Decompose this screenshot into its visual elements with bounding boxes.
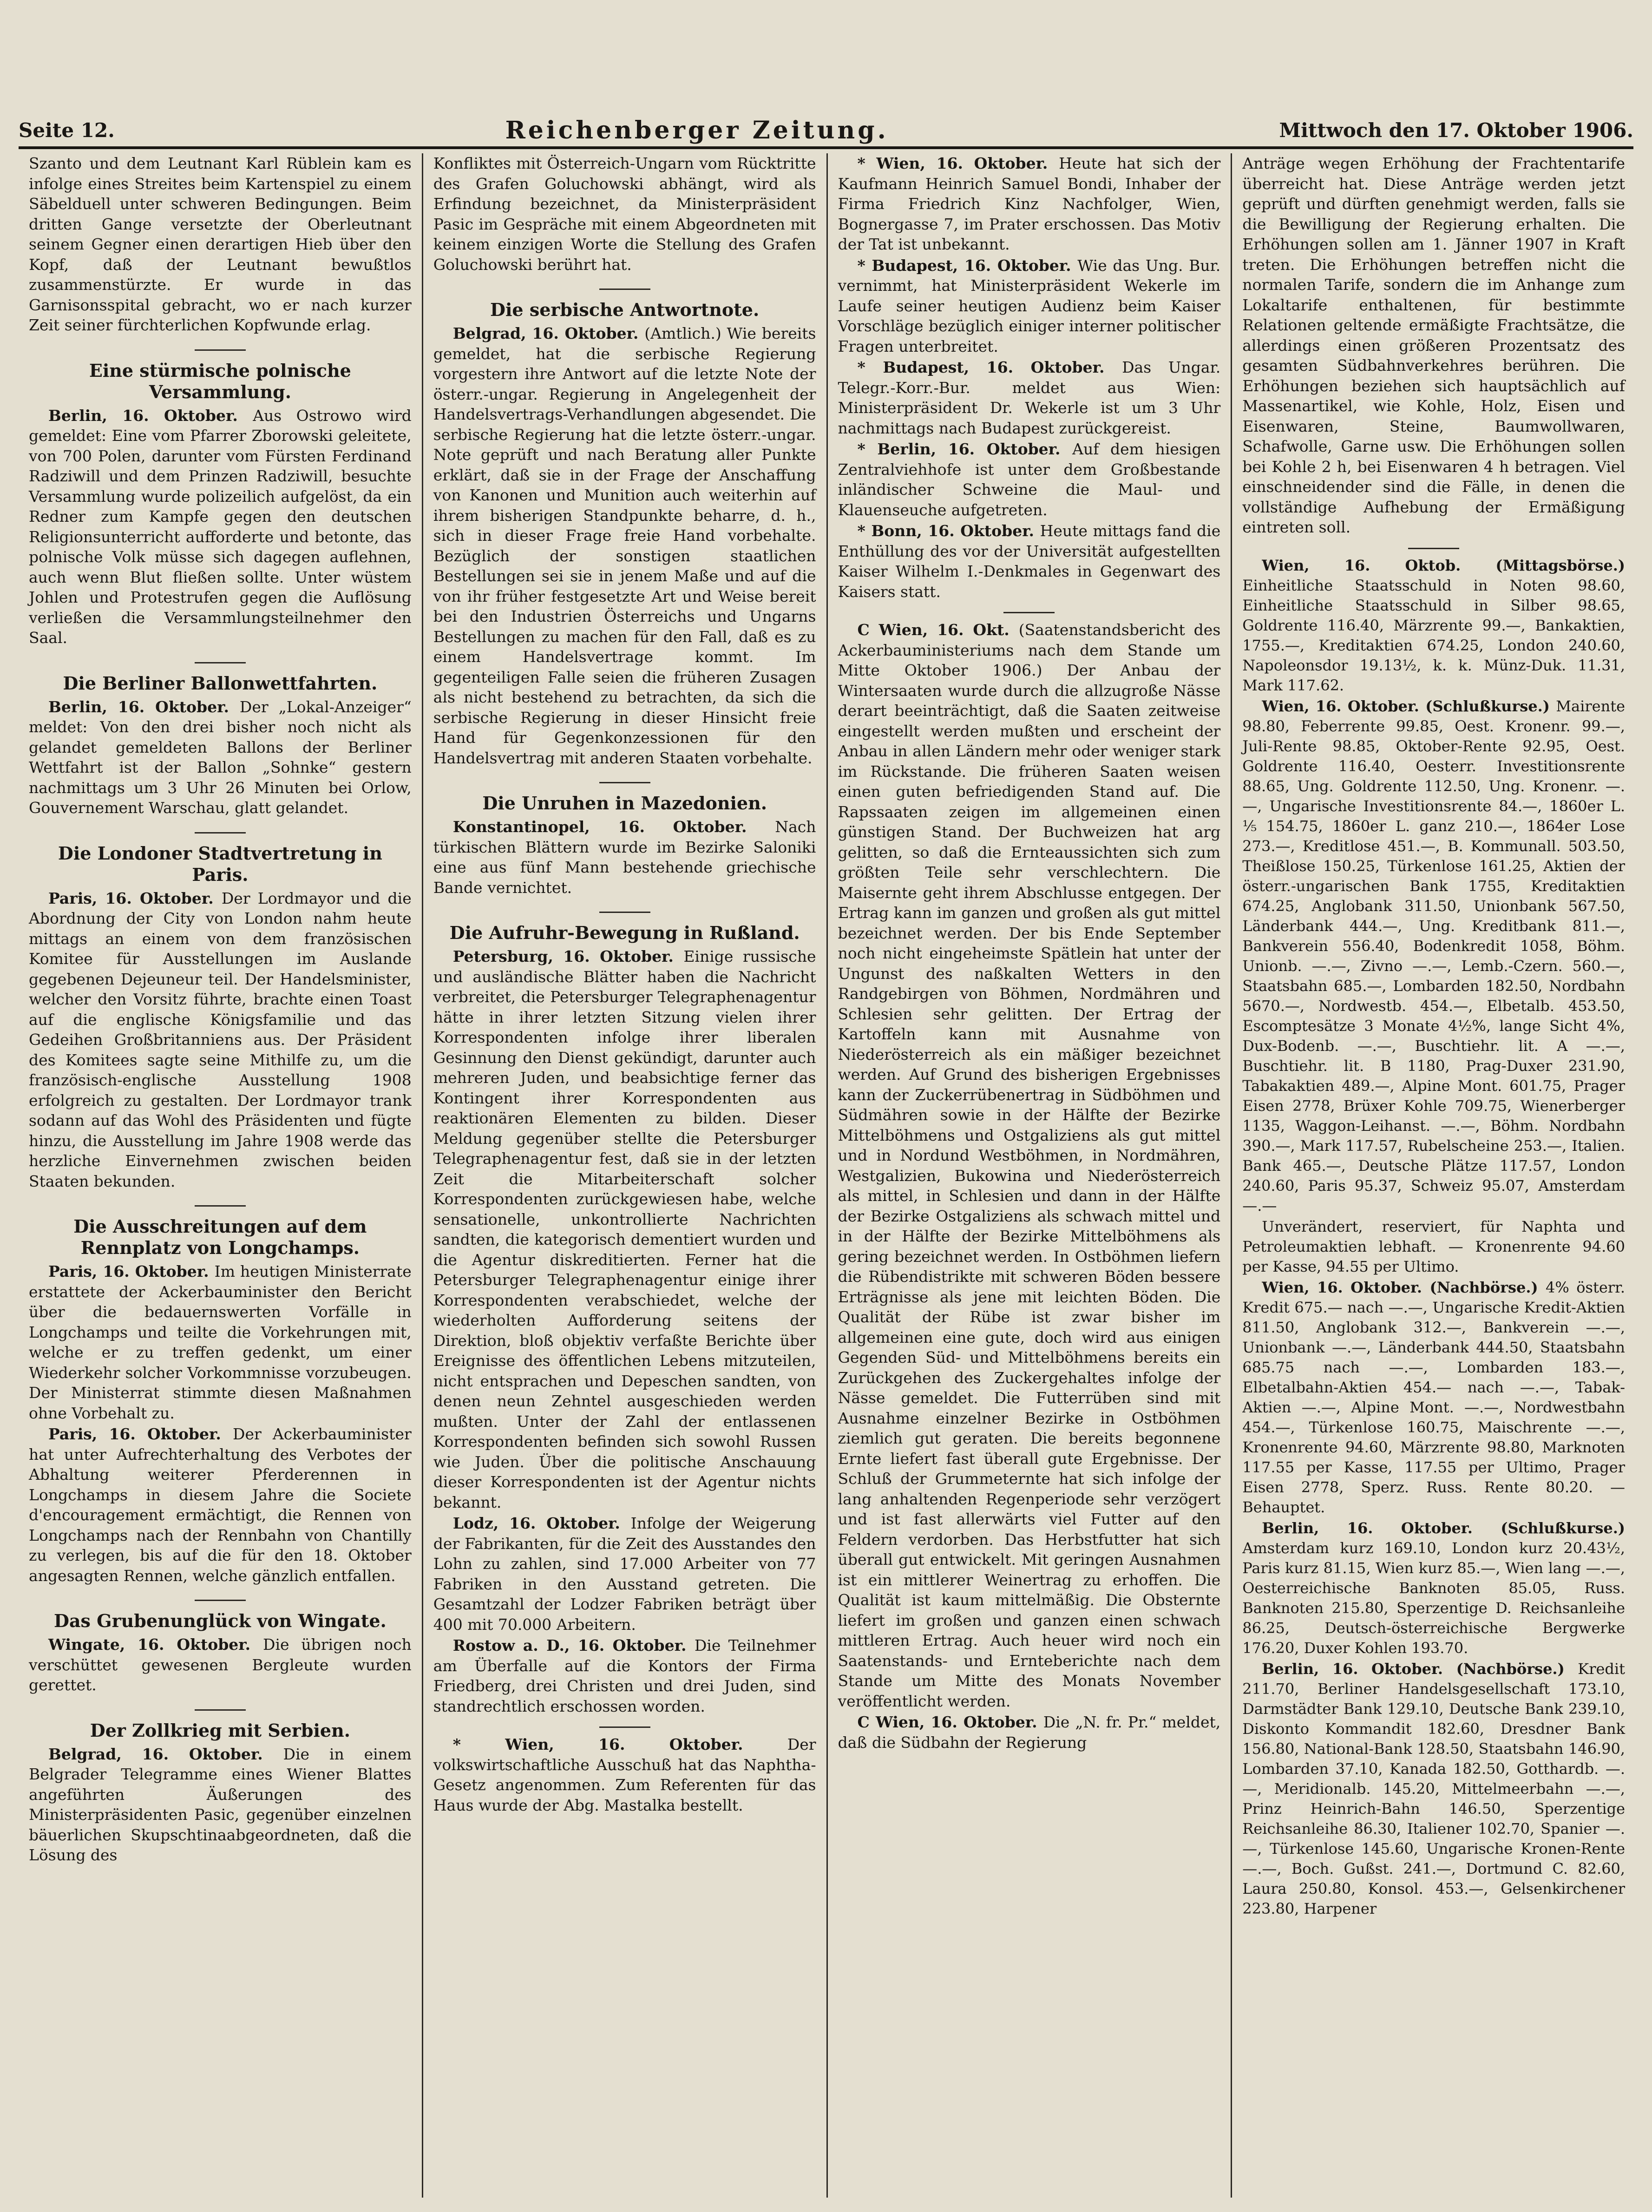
article-headline: Die serbische Antwortnote. xyxy=(433,289,816,321)
market-report xyxy=(1242,1659,1625,1919)
article-paragraph xyxy=(838,439,1221,520)
dateline: Wien, 16. Oktober. (Schlußkurse.) xyxy=(1262,697,1556,715)
dateline: Belgrad, 16. Oktober. xyxy=(452,324,645,342)
article-paragraph xyxy=(433,1513,816,1634)
article-paragraph xyxy=(838,620,1221,1711)
masthead xyxy=(19,114,1633,146)
article-paragraph xyxy=(433,1635,816,1716)
paragraph-text: Der Lordmayor und die Abordnung der City von London nahm heute mittags an einem von dem französischen Komitee für Ausstellungen im Auslande gegebenen Dejeuneur teil. Der Handelsminister, welcher den Vorsitz führte, brachte einen Toast auf die englische Königsfamilie und das Gedeihen Großbritanniens aus. Der Präsident des Komitees sagte seine Mithilfe zu, um die französisch-englische Ausstellung 1908 erfolgreich zu gestalten. Der Lordmayor trank sodann auf das Wohl des Präsidenten und fügte hinzu, die Ausstellung im Jahre 1908 werde das herzliche Einvernehmen zwischen beiden Staaten bekunden. xyxy=(29,889,412,1190)
dateline: Paris, 16. Oktober. xyxy=(48,1262,215,1280)
paragraph-text: Konfliktes mit Österreich-Ungarn vom Rücktritte des Grafen Goluchowski abhängt, wird als Erfindung bezeichnet, da Ministerpräsident Pasic im Gespräche mit einem Abgeordneten mit keinem einzigen Worte die Stellung des Grafen Goluchowski berührt hat. xyxy=(433,154,816,274)
paragraph-text: Der Ackerbauminister hat unter Aufrechterhaltung des Verbotes der Abhaltung weiterer Pferderennen in Longchamps in diesem Jahre die Societe d'encouragement ermächtigt, die Rennen von Longchamps nach der Rennbahn von Chantilly zu verlegen, bis auf die für den 18. Oktober angesagten Rennen, welche gänzlich entfallen. xyxy=(29,1425,412,1585)
paragraph-text: Die in einem Belgrader Telegramme eines Wiener Blattes angeführten Äußerungen des Ministerpräsidenten Pasic, gegenüber einzelnen bäuerlichen Skupschtinaabgeordneten, daß die Lösung des xyxy=(29,1745,412,1864)
market-report xyxy=(1242,1217,1625,1277)
article-paragraph xyxy=(29,1634,412,1695)
paragraph-text: Aus Ostrowo wird gemeldet: Eine vom Pfarrer Zborowski geleitete, von 700 Polen, darunter vom Fürsten Ferdinand Radziwill und dem Prinzen Radziwill, besuchte Versammlung wurde polizeilich aufgelöst, da ein Redner zum Kampfe gegen den deutschen Religionsunterricht aufforderte und betonte, das polnische Volk müsse sich dagegen auflehnen, auch wenn Blut fließen sollte. Unter wüstem Johlen und Protestrufen gegen die Auflösung verließen die Versammlungsteilnehmer den Saal. xyxy=(29,406,412,647)
dateline: Berlin, 16. Oktober. xyxy=(48,697,240,716)
dateline: Paris, 16. Oktober. xyxy=(48,889,222,907)
dateline: * Berlin, 16. Oktober. xyxy=(857,440,1073,458)
article-paragraph xyxy=(29,1744,412,1865)
paragraph-text: Szanto und dem Leutnant Karl Rüblein kam es infolge eines Streites beim Kartenspiel zu einem Säbelduell unter schweren Bedingungen. Beim dritten Gange versetzte der Oberleutnant seinem Gegner einen derartigen Hieb über den Kopf, daß der Leutnant bewußtlos zusammenstürzte. Er wurde in das Garnisonsspital gebracht, wo er nach kurzer Zeit seiner fürchterlichen Kopfwunde erlag. xyxy=(29,154,412,334)
article-paragraph xyxy=(29,1424,412,1586)
paragraph-text: Das Ungar. Telegr.-Korr.-Bur. meldet aus Wien: Ministerpräsident Dr. Wekerle ist um 3 Uhr nachmittags nach Budapest zurückgereist. xyxy=(838,358,1221,437)
paragraph-text: Anträge wegen Erhöhung der Frachtentarife überreicht hat. Diese Anträge werden jetzt geprüft und dürften genehmigt werden, falls sie die Bewilligung der Regierung erhalten. Die Erhöhungen sollen am 1. Jänner 1907 in Kraft treten. Die Erhöhungen betreffen nicht die normalen Tarife, sondern die im Anhange zum Lokaltarife enthaltenen, für bestimmte Relationen geltende ermäßigte Frachtsätze, die allerdings einen größeren Prozentsatz des gesamten Südbahnverkehres berühren. Die Erhöhungen beziehen sich hauptsächlich auf Massenartikel, wie Kohle, Holz, Eisen und Eisenwaren, Steine, Baumwollwaren, Schafwolle, Garne usw. Die Erhöhungen sollen bei Kohle 2 h, bei Eisenwaren 4 h betragen. Viel einschneidender sind die Fälle, in denen die vollständige Aufhebung der Ermäßigung eintreten soll. xyxy=(1242,154,1625,536)
dateline: Wien, 16. Oktober. (Nachbörse.) xyxy=(1262,1278,1546,1296)
dateline: * Wien, 16. Oktober. xyxy=(452,1735,787,1753)
article-paragraph xyxy=(838,1712,1221,1753)
article-paragraph xyxy=(838,153,1221,255)
dateline: C Wien, 16. Oktober. xyxy=(857,1713,1043,1731)
article-paragraph xyxy=(433,323,816,768)
article-headline: Die Unruhen in Mazedonien. xyxy=(433,782,816,814)
article-paragraph xyxy=(29,888,412,1192)
column-1 xyxy=(19,153,422,2198)
article-paragraph xyxy=(433,817,816,898)
newspaper-title: Reichenberger Zeitung. xyxy=(505,116,889,144)
paragraph-text: Kredit 211.70, Berliner Handelsgesellschaft 173.10, Darmstädter Bank 129.10, Deutsche Bank 239.10, Diskonto Kommandit 182.60, Dresdner Bank 156.80, National-Bank 128.50, Staatsbahn 146.90, Lombarden 37.10, Kanada 182.50, Gotthardb. —.—, Meridionalb. 145.20, Mittelmeerbahn —.—, Prinz Heinrich-Bahn 146.50, Sperzentige Reichsanleihe 86.30, Italiener 102.70, Spanier —.—, Türkenlose 145.60, Ungarische Kronen-Rente —.—, Boch. Gußst. 241.—, Dortmund C. 82.60, Laura 250.80, Konsol. 453.—, Gelsenkirchener 223.80, Harpener xyxy=(1242,1660,1625,1917)
article-headline: Die Ausschreitungen auf dem Rennplatz von Longchamps. xyxy=(29,1205,412,1259)
section-divider xyxy=(599,1726,650,1728)
paragraph-text: Amsterdam kurz 169.10, London kurz 20.43½, Paris kurz 81.15, Wien kurz 85.—, Wien lang —.—, Oesterreichische Banknoten 85.05, Russ. Banknoten 215.80, Sperzentige D. Reichsanleihe 86.25, Deutsch-österreichische Bergwerke 176.20, Duxer Kohlen 193.70. xyxy=(1242,1539,1625,1657)
paragraph-text: Auf dem hiesigen Zentralviehhofe ist unter dem Großbestande inländischer Schweine die Maul- und Klauenseuche aufgetreten. xyxy=(838,440,1221,519)
dateline: C Wien, 16. Okt. xyxy=(857,621,1019,639)
page-number: Seite 12. xyxy=(19,118,115,142)
paragraph-text: Der „Lokal-Anzeiger“ meldet: Von den drei bisher noch nicht als gelandet gemeldeten Ballons der Berliner Wettfahrt ist der Ballon „Sohnke“ gestern nachmittags um 3 Uhr 26 Minuten bei Orlow, Gouvernement Warschau, glatt gelandet. xyxy=(29,697,412,817)
dateline: * Budapest, 16. Oktober. xyxy=(857,256,1078,275)
column-4 xyxy=(1232,153,1635,2198)
dateline: Wien, 16. Oktob. (Mittagsbörse.) xyxy=(1262,556,1625,574)
columns xyxy=(19,153,1635,2198)
dateline: Paris, 16. Oktober. xyxy=(48,1425,233,1443)
article-paragraph xyxy=(838,357,1221,438)
dateline: Konstantinopel, 16. Oktober. xyxy=(452,818,775,836)
paragraph-text: Wie das Ung. Bur. vernimmt, hat Ministerpräsident Wekerle im Laufe seiner heutigen Audienz beim Kaiser Vorschläge bezüglich einiger interner politischer Fragen unterbreitet. xyxy=(838,256,1221,355)
paragraph-text: Unverändert, reserviert, für Naphta und Petroleumaktien lebhaft. — Kronenrente 94.60 per Kasse, 94.55 per Ultimo. xyxy=(1242,1217,1625,1275)
paragraph-text: Im heutigen Ministerrate erstattete der Ackerbauminister den Bericht über die bedauernswerten Vorfälle in Longchamps und teilte die Vorkehrungen mit, welche er zu treffen gedenkt, um einer Wiederkehr solcher Vorkommnisse vorzubeugen. Der Ministerrat stimmte diesen Maßnahmen ohne Vorbehalt zu. xyxy=(29,1262,412,1422)
section-divider xyxy=(1408,548,1459,549)
article-headline: Eine stürmische polnische Versammlung. xyxy=(29,349,412,403)
paragraph-text: Nach türkischen Blättern wurde im Bezirke Saloniki eine aus fünf Mann bestehende griechische Bande vernichtet. xyxy=(433,818,816,897)
article-paragraph xyxy=(29,153,412,335)
paragraph-text: Heute hat sich der Kaufmann Heinrich Samuel Bondi, Inhaber der Firma Friedrich Kinz Nachfolger, Wien, Bognergasse 7, im Prater erschossen. Das Motiv der Tat ist unbekannt. xyxy=(838,154,1221,253)
article-paragraph xyxy=(838,521,1221,602)
column-3 xyxy=(828,153,1231,2198)
article-paragraph xyxy=(29,406,412,648)
dateline: * Wien, 16. Oktober. xyxy=(857,154,1059,172)
market-report xyxy=(1242,1278,1625,1517)
dateline: * Budapest, 16. Oktober. xyxy=(857,358,1122,376)
dateline: Berlin, 16. Oktober. (Nachbörse.) xyxy=(1262,1660,1578,1678)
paragraph-text: Die „N. fr. Pr.“ meldet, daß die Südbahn der Regierung xyxy=(838,1713,1221,1752)
paragraph-text: Mairente 98.80, Feberrente 99.85, Oest. Kronenr. 99.—, Juli-Rente 98.85, Oktober-Rente 92.95, Oest. Goldrente 116.40, Oesterr. Investitionsrente 88.65, Ung. Goldrente 112.50, Ung. Kronenr. —.—, Ungarische Investitionsrente 84.—, 1860er L. ⅕ 154.75, 1860er L. ganz 210.—, 1864er Lose 273.—, Kreditlose 451.—, B. Kommunall. 503.50, Theißlose 150.25, Türkenlose 161.25, Aktien der österr.-ungarischen Bank 1755, Kreditaktien 674.25, Anglobank 311.50, Unionbank 567.50, Länderbank 444.—, Ung. Kreditbank 811.—, Bankverein 556.40, Bodenkredit 1058, Böhm. Unionb. —.—, Zivno —.—, Lemb.-Czern. 560.—, Staatsbahn 685.—, Lombarden 182.50, Nordbahn 5670.—, Nordwestb. 454.—, Elbetalb. 453.50, Escomptesätze 3 Monate 4½%, lange Sicht 4%, Dux-Bodenb. —.—, Buschtiehr. lit. A —.—, Buschtiehr. lit. B 1180, Prag-Duxer 231.90, Tabakaktien 489.—, Alpine Mont. 601.75, Prager Eisen 2778, Brüxer Kohle 709.75, Wienerberger 1135, Waggon-Leihanst. —.—, Böhm. Nordbahn 390.—, Mark 117.57, Rubelscheine 253.—, Italien. Bank 465.—, Deutsche Plätze 117.57, London 240.60, Paris 95.37, Schweiz 95.07, Amsterdam —.— xyxy=(1242,697,1625,1214)
dateline: Lodz, 16. Oktober. xyxy=(452,1514,631,1532)
dateline: Berlin, 16. Oktober. (Schlußkurse.) xyxy=(1262,1519,1625,1537)
article-paragraph xyxy=(433,153,816,275)
market-report xyxy=(1242,696,1625,1216)
article-paragraph xyxy=(1242,153,1625,538)
dateline: Rostow a. D., 16. Oktober. xyxy=(452,1636,695,1654)
paragraph-text: Einige russische und ausländische Blätter haben die Nachricht verbreitet, die Petersburger Telegraphenagentur hätte in ihrer letzten Sitzung vielen ihrer Korrespondenten infolge ihrer liberalen Gesinnung den Dienst gekündigt, darunter auch mehreren Juden, und beabsichtige ferner das Kontingent ihrer Korrespondenten aus reaktionären Elementen zu bilden. Dieser Meldung gegenüber stellte die Petersburger Telegraphenagentur fest, daß sie in der letzten Zeit die Mitarbeiterschaft solcher Korrespondenten zurückgewiesen habe, welche sensationelle, unkontrollierte Nachrichten sandten, die kategorisch dementiert wurden und die Agentur diskreditierten. Ferner hat die Petersburger Telegraphenagentur einige ihrer Korrespondenten verabschiedet, welche der wiederholten Aufforderung seitens der Direktion, bloß objektiv verfaßte Berichte über Ereignisse des öffentlichen Lebens mitzuteilen, nicht entsprachen und Depeschen sandten, von denen neun Zehntel ausgeschieden werden mußten. Unter der Zahl der entlassenen Korrespondenten befinden sich sowohl Russen wie Juden. Über die politische Anschauung dieser Korrespondenten ist der Agentur nichts bekannt. xyxy=(433,947,816,1511)
paragraph-text: Der volkswirtschaftliche Ausschuß hat das Naphtha-Gesetz angenommen. Zum Referenten für das Haus wurde der Abg. Mastalka bestellt. xyxy=(433,1735,816,1814)
paragraph-text: Einheitliche Staatsschuld in Noten 98.60, Einheitliche Staatsschuld in Silber 98.65, Goldrente 116.40, Märzrente 99.—, Bankaktien, 1755.—, Kreditaktien 674.25, London 240.60, Napoleonsdor 19.13½, k. k. Münz-Duk. 11.31, Mark 117.62. xyxy=(1242,576,1625,694)
dateline: * Bonn, 16. Oktober. xyxy=(857,522,1040,540)
article-paragraph xyxy=(433,1734,816,1815)
dateline: Petersburg, 16. Oktober. xyxy=(452,947,684,965)
article-paragraph xyxy=(29,697,412,818)
article-paragraph xyxy=(433,946,816,1512)
masthead-rule xyxy=(19,146,1633,149)
paragraph-text: (Amtlich.) Wie bereits gemeldet, hat die serbische Regierung vorgestern ihre Antwort auf die letzte Note der österr.-ungar. Regierung in Angelegenheit der Handelsvertrags-Verhandlungen abgesendet. Die serbische Regierung hat die letzte österr.-ungar. Note geprüft und nach Beratung aller Punkte erklärt, daß sie in der Frage der Anschaffung von Kanonen und Munition auch weiterhin auf ihrem bisherigen Standpunkte beharre, d. h., sich in dieser Frage freie Hand vorbehalte. Bezüglich der sonstigen staatlichen Bestellungen sei sie in jenem Maße und auf die von ihr früher festgesetzte Art und Weise bereit bei den Industrien Österreichs und Ungarns Bestellungen zu machen für den Fall, daß es zu einem Handelsvertrage kommt. Im gegenteiligen Falle seien die früheren Zusagen als nicht bestehend zu betrachten, da sich die serbische Regierung in dieser Hinsicht freie Hand für Gegenkonzessionen für den Handelsvertrag mit anderen Staaten vorbehalte. xyxy=(433,324,816,767)
paragraph-text: Infolge der Weigerung der Fabrikanten, für die Zeit des Ausstandes den Lohn zu zahlen, sind 17.000 Arbeiter von 77 Fabriken in den Ausstand getreten. Die Gesamtzahl der Lodzer Fabriken beträgt über 400 mit 70.000 Arbeitern. xyxy=(433,1514,816,1634)
article-headline: Die Londoner Stadtvertretung in Paris. xyxy=(29,832,412,886)
paragraph-text: Die übrigen noch verschüttet gewesenen Bergleute wurden gerettet. xyxy=(29,1635,412,1694)
section-divider xyxy=(1003,612,1055,613)
article-headline: Das Grubenunglück von Wingate. xyxy=(29,1600,412,1632)
paragraph-text: Die Teilnehmer am Überfalle auf die Kontors der Firma Friedberg, drei Christen und drei Juden, sind standrechtlich erschossen worden. xyxy=(433,1636,816,1715)
column-2 xyxy=(423,153,826,2198)
market-report xyxy=(1242,556,1625,696)
market-report xyxy=(1242,1518,1625,1658)
dateline: Belgrad, 16. Oktober. xyxy=(48,1745,283,1763)
dateline: Wingate, 16. Oktober. xyxy=(48,1635,263,1654)
paragraph-text: Heute mittags fand die Enthüllung des vor der Universität aufgestellten Kaiser Wilhelm I.-Denkmales in Gegenwart des Kaisers statt. xyxy=(838,522,1221,601)
article-headline: Die Berliner Ballonwettfahrten. xyxy=(29,662,412,694)
dateline: Berlin, 16. Oktober. xyxy=(48,406,253,425)
paragraph-text: (Saatenstandsbericht des Ackerbauministeriums nach dem Stande um Mitte Oktober 1906.) Der Anbau der Wintersaaten wurde durch die allzugroße Nässe derart beeinträchtigt, daß die Saaten zeitweise eingestellt werden mußten und erscheint der Anbau in allen Ländern mehr oder weniger stark im Rückstande. Die früheren Saaten weisen einen guten befriedigenden Stand auf. Die Rapssaaten zeigen im allgemeinen einen günstigen Stand. Der Buchweizen hat arg gelitten, so daß die Ernteaussichten sich zum größten Teile sehr verschlechtern. Die Maisernte geht ihrem Abschlusse entgegen. Der Ertrag kann im ganzen und großen als gut mittel bezeichnet werden. Der bis Ende September noch nicht eingeheimste Spätlein hat unter der Ungunst des naßkalten Wetters in den Randgebirgen von Böhmen, Nordmähren und Schlesien sehr gelitten. Der Ertrag der Kartoffeln kann mit Ausnahme von Niederösterreich als ein mäßiger bezeichnet werden. Auf Grund des bisherigen Ergebnisses kann der Zuckerrübenertrag in Südböhmen und Südmähren sowie in der Hälfte der Bezirke Mittelböhmens und Ostgaliziens als gut mittel und in Nordund Westböhmen, in Nordmähren, Westgalizien, Bukowina und Niederösterreich als mittel, in Schlesien und dann in der Hälfte der Bezirke Ostgaliziens als schwach mittel und in der Hälfte der Bezirke Mittelböhmens als gering bezeichnet werden. In Ostböhmen liefern die Rübendistrikte mit schweren Böden bessere Erträgnisse als jene mit leichten Böden. Die Qualität der Rübe ist zwar bisher im allgemeinen eine gute, doch wird aus einigen Gegenden Süd- und Mittelböhmens bereits ein Zurückgehen des Zuckergehaltes infolge der Nässe gemeldet. Die Futterrüben sind mit Ausnahme einzelner Bezirke in Ostböhmen ziemlich gut geraten. Die bereits begonnene Ernte liefert fast überall gute Ergebnisse. Der Schluß der Grummeternte hat sich infolge der lang anhaltenden Regenperiode sehr verzögert und ist fast allerwärts viel Futter auf den Feldern verdorben. Das Herbstfutter hat sich überall gut entwickelt. Mit geringen Ausnahmen ist ein mittlerer Weinertrag zu erhoffen. Die Qualität ist kaum mittelmäßig. Die Obsternte liefert im großen und ganzen einen schwach mittleren Ertrag. Auch heuer wird noch ein Saatenstands- und Ernteberichte nach dem Stande um Mitte des Monats November veröffentlicht werden. xyxy=(838,621,1221,1710)
article-headline: Die Aufruhr-Bewegung in Rußland. xyxy=(433,912,816,944)
article-paragraph xyxy=(29,1261,412,1423)
issue-date: Mittwoch den 17. Oktober 1906. xyxy=(1279,118,1633,142)
paragraph-text: 4% österr. Kredit 675.— nach —.—, Ungarische Kredit-Aktien 811.50, Anglobank 312.—, Bankverein —.—, Unionbank —.—, Länderbank 444.50, Staatsbahn 685.75 nach —.—, Lombarden 183.—, Elbetalbahn-Aktien 454.— nach —.—, Tabak-Aktien —.—, Alpine Mont. —.—, Nordwestbahn 454.—, Türkenlose 160.75, Maischrente —.—, Kronenrente 94.60, Märzrente 98.80, Marknoten 117.55 per Kasse, 117.55 per Ultimo, Prager Eisen 2778, Sperz. Russ. Rente 80.20. — Behauptet. xyxy=(1242,1278,1626,1516)
article-paragraph xyxy=(838,256,1221,357)
article-headline: Der Zollkrieg mit Serbien. xyxy=(29,1709,412,1741)
